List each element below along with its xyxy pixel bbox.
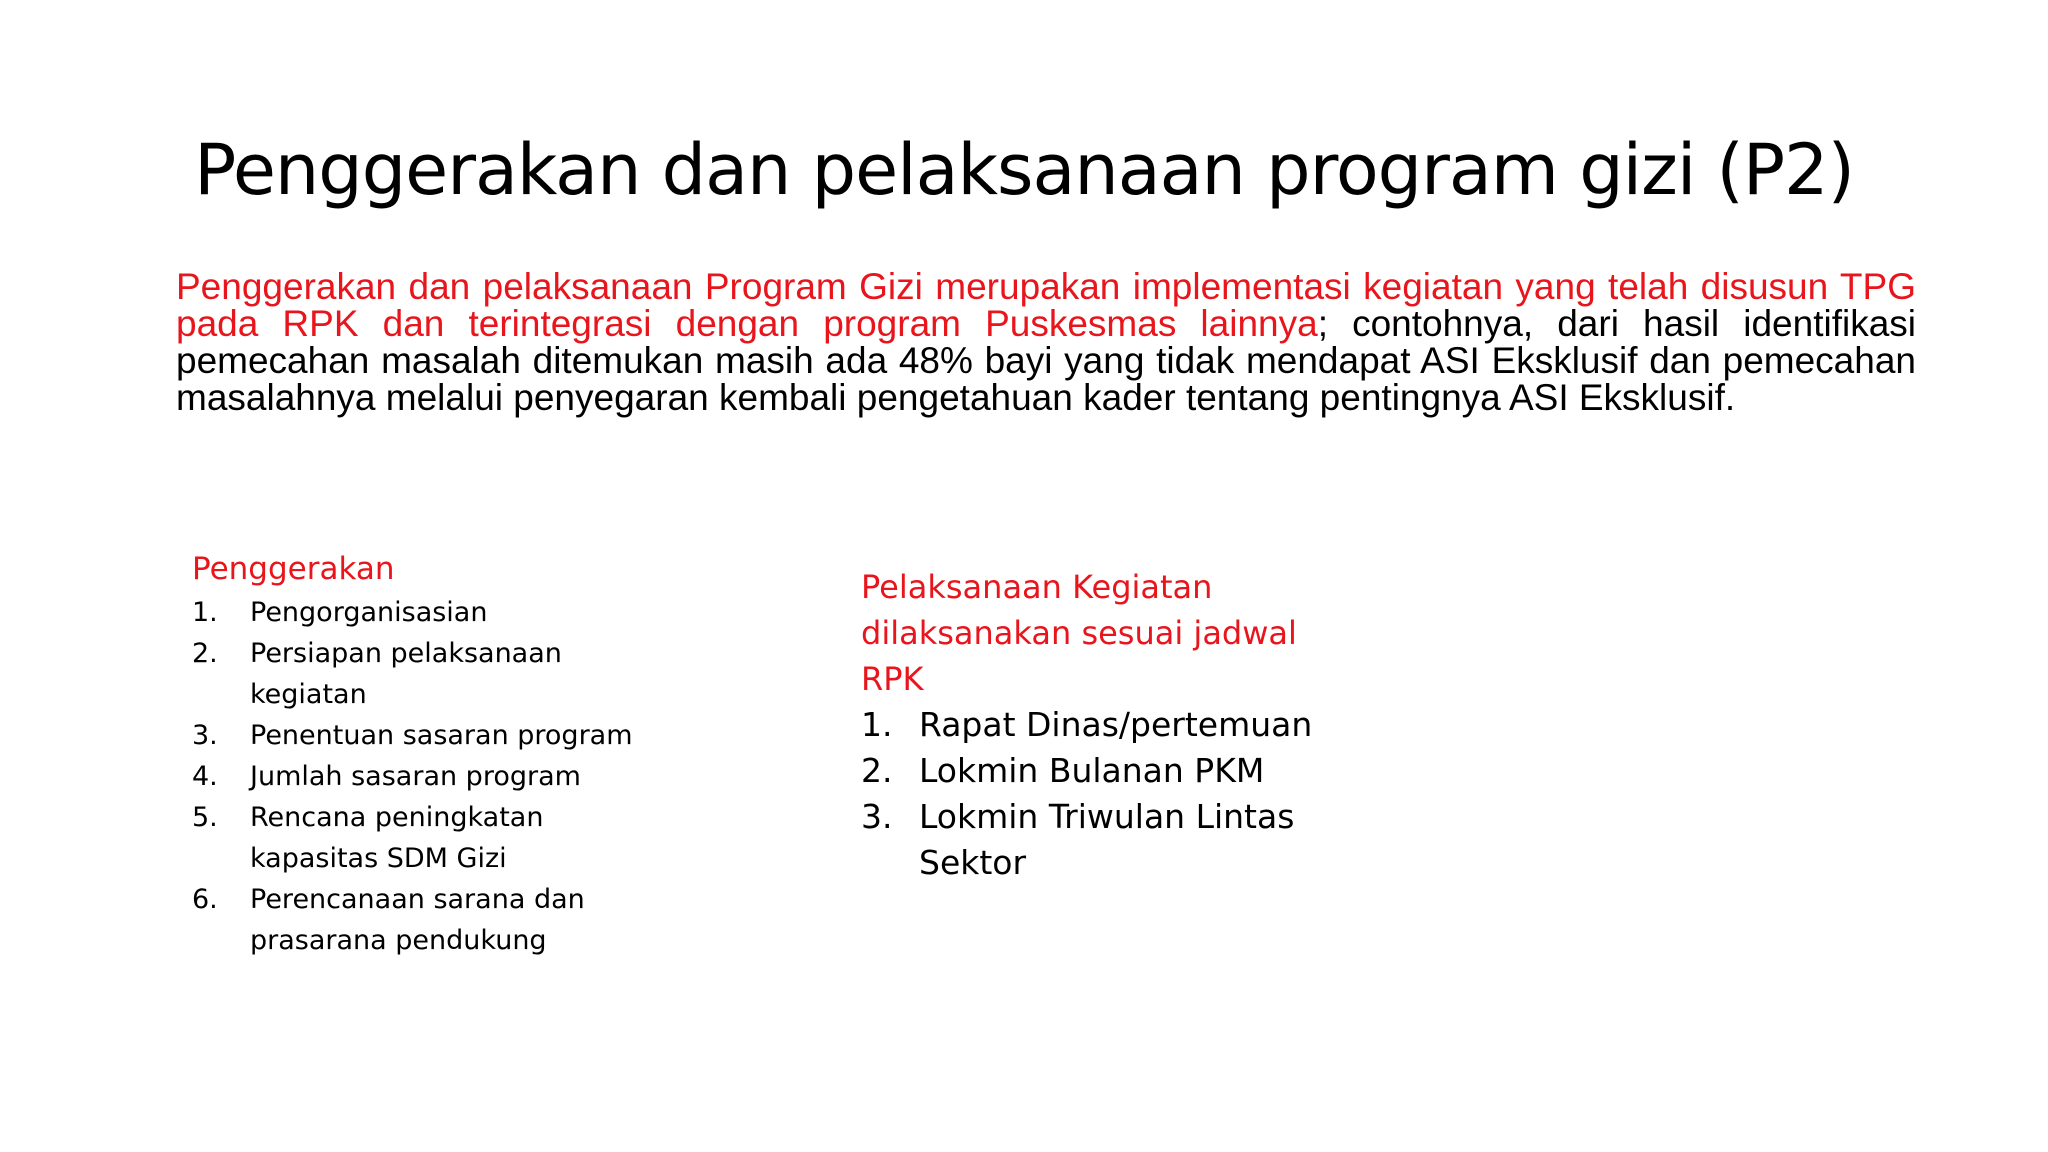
list-item-text: Rencana peningkatan kapasitas SDM Gizi [250,802,544,874]
list-item-number: 5. [192,802,218,833]
list-item-text: Persiapan pelaksanaan kegiatan [250,638,562,710]
list-item [861,748,1361,794]
list-item-number: 1. [861,705,893,744]
list-item-text: Lokmin Triwulan Lintas Sektor [919,797,1295,882]
penggerakan-heading: Penggerakan [192,551,395,587]
list-item [192,879,712,961]
list-item-number: 3. [861,797,893,836]
list-item-text: Pengorganisasian [250,597,488,628]
intro-highlight-text: Penggerakan dan pelaksanaan Program Gizi merupakan implementasi kegiatan yang telah disusun TPG pada RPK dan terintegrasi dengan program Puskesmas lainnya [176,266,1916,344]
pelaksanaan-section [861,564,1361,886]
pelaksanaan-list [861,702,1361,886]
list-item [192,797,712,879]
list-item-text: Jumlah sasaran program [250,761,581,792]
slide-title: Penggerakan dan pelaksanaan program gizi (P2) [194,129,1854,211]
intro-body-text: ; contohnya, dari hasil identifikasi pemecahan masalah ditemukan masih ada 48% bayi yang tidak mendapat ASI Eksklusif dan pemecahan masalahnya melalui penyegaran kembali pengetahuan kader tentang pentingnya ASI Eksklusif. [176,303,1916,418]
list-item-number: 2. [861,751,893,790]
list-item-number: 1. [192,597,218,628]
pelaksanaan-heading: Pelaksanaan Kegiatan dilaksanakan sesuai jadwal RPK [861,568,1297,698]
list-item-text: Rapat Dinas/pertemuan [919,705,1313,744]
list-item-number: 6. [192,884,218,915]
list-item-text: Perencanaan sarana dan prasarana pendukung [250,884,585,956]
penggerakan-section [192,546,712,961]
list-item-number: 3. [192,720,218,751]
list-item [861,794,1361,886]
intro-paragraph [176,268,1916,416]
list-item-number: 4. [192,761,218,792]
list-item [192,592,712,633]
list-item-text: Penentuan sasaran program [250,720,633,751]
penggerakan-list [192,592,712,961]
list-item-text: Lokmin Bulanan PKM [919,751,1265,790]
list-item [861,702,1361,748]
list-item [192,715,712,756]
list-item-number: 2. [192,638,218,669]
list-item [192,633,712,715]
list-item [192,756,712,797]
